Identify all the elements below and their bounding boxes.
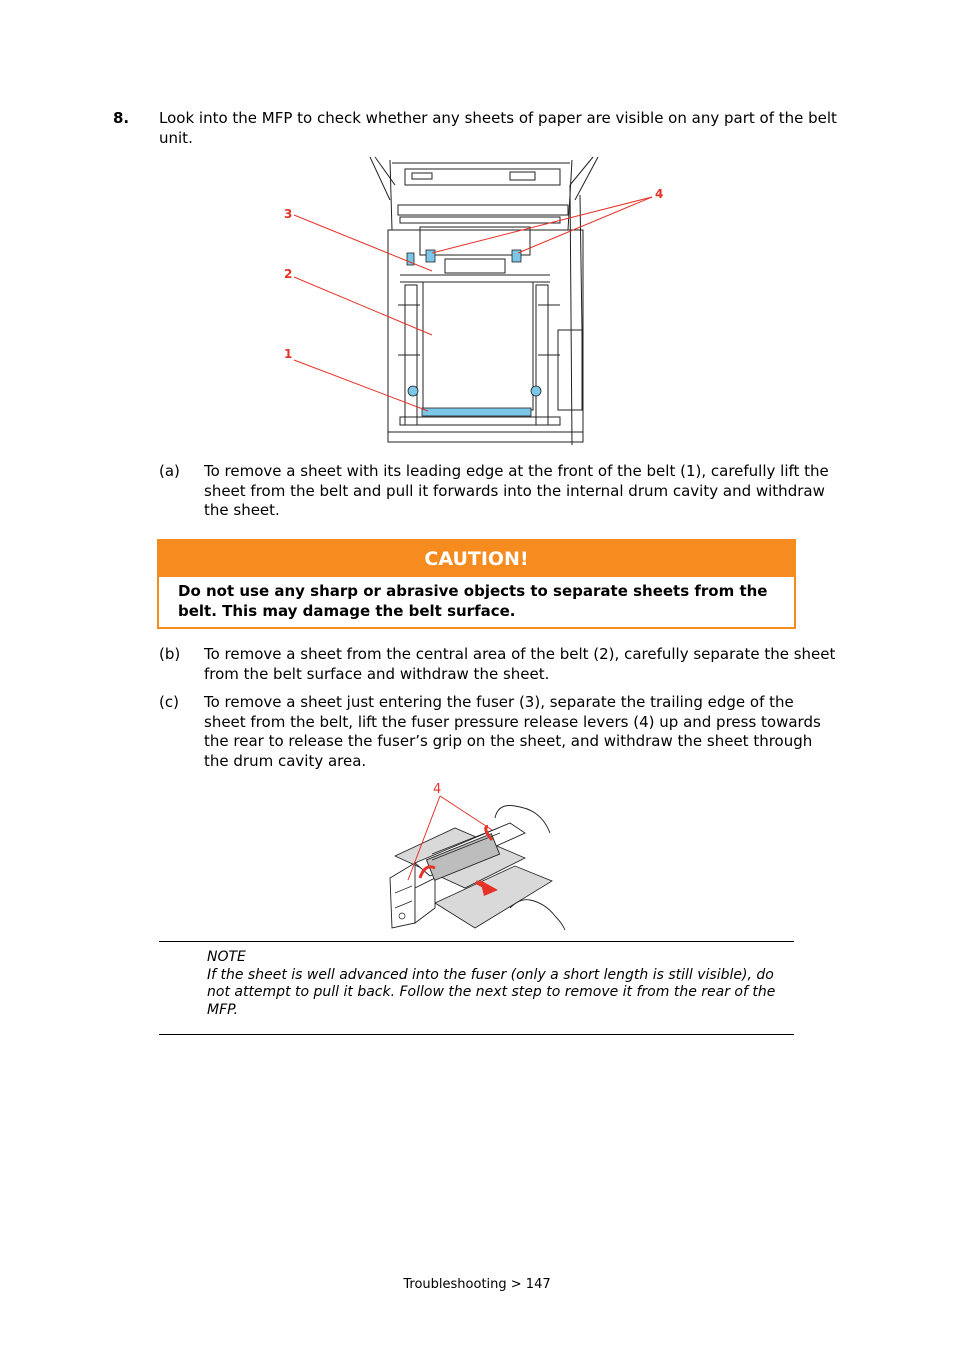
belt-unit-illustration bbox=[280, 155, 670, 445]
callout-3: 3 bbox=[284, 207, 293, 221]
note-top-rule bbox=[159, 941, 794, 942]
substep-label: (b) bbox=[159, 645, 181, 663]
caution-title: CAUTION! bbox=[159, 541, 794, 577]
callout-4: 4 bbox=[433, 782, 442, 797]
fuser-illustration bbox=[380, 778, 570, 943]
callout-2: 2 bbox=[284, 267, 293, 281]
step-text: Look into the MFP to check whether any sheets of paper are visible on any part of the belt unit. bbox=[159, 109, 837, 147]
note-text: If the sheet is well advanced into the fuser (only a short length is still visible), do not attempt to pull it back. Follow the next step to remove it from the rear of the MFP. bbox=[207, 966, 776, 1018]
note-title: NOTE bbox=[207, 949, 246, 965]
note-bottom-rule bbox=[159, 1034, 794, 1035]
substep-text: To remove a sheet just entering the fuser (3), separate the trailing edge of the sheet from the belt, lift the fuser pressure release levers (4) up and press towards the rear to release the fuser’s grip on the sheet, and withdraw the sheet through the drum cavity area. bbox=[204, 693, 821, 770]
note-block bbox=[207, 949, 777, 1019]
substep-text: To remove a sheet with its leading edge at the front of the belt (1), carefully lift the sheet from the belt and pull it forwards into the internal drum cavity and withdraw the sheet. bbox=[204, 462, 829, 519]
callout-4: 4 bbox=[655, 187, 664, 201]
substep-text: To remove a sheet from the central area of the belt (2), carefully separate the sheet from the belt surface and withdraw the sheet. bbox=[204, 645, 836, 683]
callout-1: 1 bbox=[284, 347, 293, 361]
substep-label: (a) bbox=[159, 462, 180, 480]
caution-text: Do not use any sharp or abrasive objects to separate sheets from the belt. This may damage the belt surface. bbox=[178, 582, 768, 620]
caution-box bbox=[157, 539, 796, 629]
step-number: 8. bbox=[113, 109, 130, 127]
page-footer: Troubleshooting > 147 bbox=[403, 1277, 551, 1292]
substep-label: (c) bbox=[159, 693, 179, 711]
